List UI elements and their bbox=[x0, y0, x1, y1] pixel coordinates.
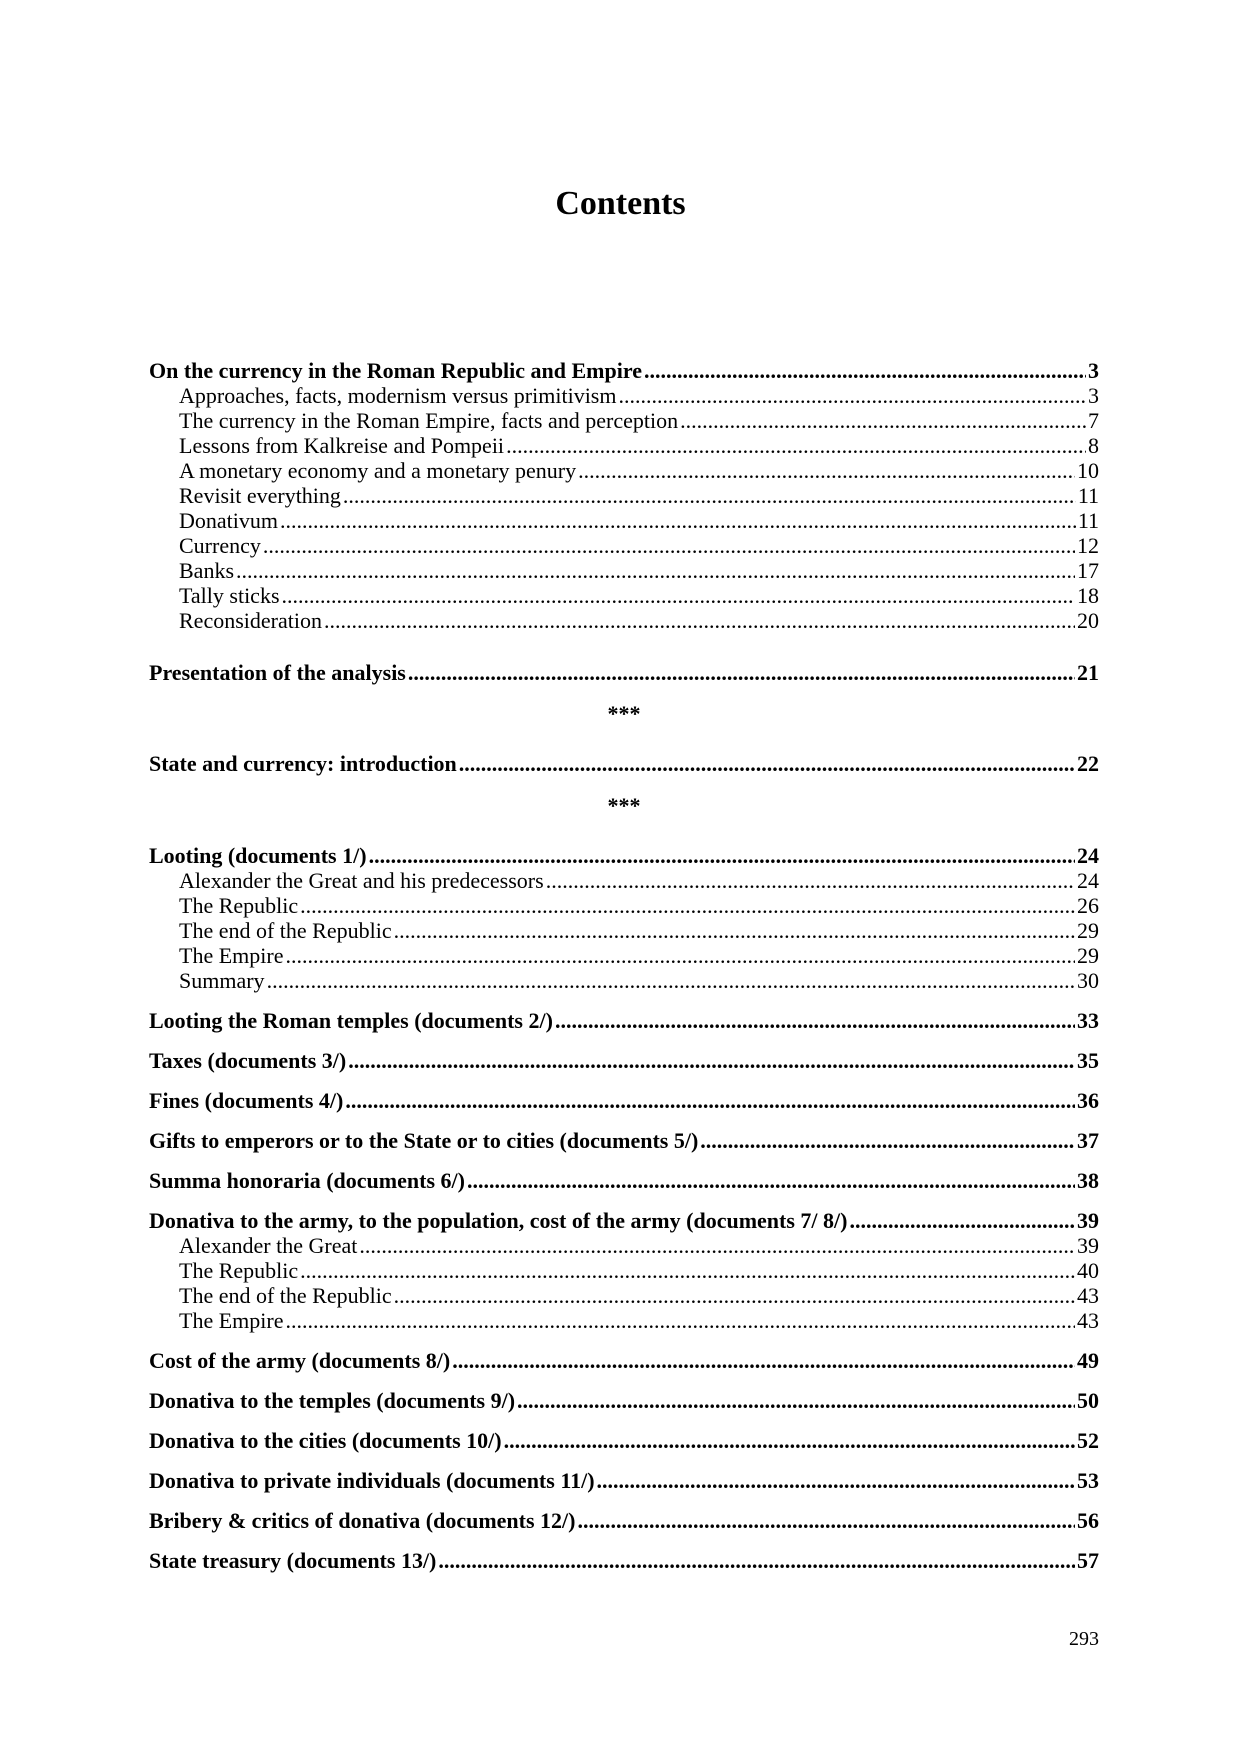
toc-entry-title: Lessons from Kalkreise and Pompeii bbox=[179, 433, 505, 458]
toc-entry-page: 39 bbox=[1077, 1233, 1099, 1258]
toc-section-entry[interactable] bbox=[149, 508, 1099, 533]
toc-entry-title: The end of the Republic bbox=[179, 918, 392, 943]
toc-entry-title: Approaches, facts, modernism versus primitivism bbox=[179, 383, 617, 408]
toc-section-entry[interactable] bbox=[149, 1258, 1099, 1283]
toc-entry-title: Cost of the army (documents 8/) bbox=[149, 1348, 451, 1373]
dot-leader bbox=[285, 943, 1075, 968]
toc-entry-title: Donativa to the army, to the population, cost of the army (documents 7/ 8/) bbox=[149, 1208, 848, 1233]
toc-entry-page: 29 bbox=[1077, 918, 1099, 943]
toc-entry-page: 24 bbox=[1077, 843, 1099, 868]
toc-entry-page: 12 bbox=[1077, 533, 1099, 558]
dot-leader bbox=[597, 1468, 1075, 1493]
toc-section-entry[interactable] bbox=[149, 383, 1099, 408]
toc-entry-page: 39 bbox=[1077, 1208, 1099, 1233]
toc-entry-page: 22 bbox=[1077, 751, 1099, 776]
toc-entry-title: The currency in the Roman Empire, facts and perception bbox=[179, 408, 679, 433]
dot-leader bbox=[467, 1168, 1075, 1193]
dot-leader bbox=[849, 1208, 1075, 1233]
toc-entry-title: The Republic bbox=[179, 1258, 299, 1283]
dot-leader bbox=[280, 508, 1076, 533]
toc-entry-title: Gifts to emperors or to the State or to cities (documents 5/) bbox=[149, 1128, 699, 1153]
toc-entry-page: 35 bbox=[1077, 1048, 1099, 1073]
toc-chapter-entry[interactable] bbox=[149, 1168, 1099, 1193]
dot-leader bbox=[504, 1428, 1075, 1453]
toc-entry-page: 56 bbox=[1077, 1508, 1099, 1533]
toc-section-entry[interactable] bbox=[149, 968, 1099, 993]
dot-leader bbox=[324, 608, 1075, 633]
toc-section-entry[interactable] bbox=[149, 1308, 1099, 1333]
toc-entry-page: 10 bbox=[1077, 458, 1099, 483]
toc-entry-title: Revisit everything bbox=[179, 483, 341, 508]
dot-leader bbox=[578, 458, 1075, 483]
toc-section-entry[interactable] bbox=[149, 893, 1099, 918]
dot-leader bbox=[408, 660, 1075, 685]
dot-leader bbox=[300, 1258, 1075, 1283]
toc-section-entry[interactable] bbox=[149, 408, 1099, 433]
toc-chapter-entry[interactable] bbox=[149, 660, 1099, 685]
dot-leader bbox=[452, 1348, 1075, 1373]
toc-chapter-entry[interactable] bbox=[149, 1208, 1099, 1233]
toc-entry-title: Donativa to the temples (documents 9/) bbox=[149, 1388, 516, 1413]
page-title: Contents bbox=[555, 185, 686, 222]
toc-entry-page: 43 bbox=[1077, 1283, 1099, 1308]
toc-entry-title: Fines (documents 4/) bbox=[149, 1088, 344, 1113]
toc-entry-title: State treasury (documents 13/) bbox=[149, 1548, 437, 1573]
toc-section-entry[interactable] bbox=[149, 943, 1099, 968]
dot-leader bbox=[263, 533, 1075, 558]
toc-entry-page: 26 bbox=[1077, 893, 1099, 918]
toc-entry-title: Looting the Roman temples (documents 2/) bbox=[149, 1008, 553, 1033]
toc-entry-page: 21 bbox=[1077, 660, 1099, 685]
dot-leader bbox=[555, 1008, 1075, 1033]
toc-section-entry[interactable] bbox=[149, 558, 1099, 583]
toc-section-entry[interactable] bbox=[149, 918, 1099, 943]
dot-leader bbox=[618, 383, 1086, 408]
toc-entry-page: 49 bbox=[1077, 1348, 1099, 1373]
dot-leader bbox=[394, 918, 1075, 943]
toc-entry-page: 57 bbox=[1077, 1548, 1099, 1573]
toc-chapter-entry[interactable] bbox=[149, 1508, 1099, 1533]
dot-leader bbox=[546, 868, 1075, 893]
toc-entry-title: Donativum bbox=[179, 508, 278, 533]
toc-entry-title: Banks bbox=[179, 558, 234, 583]
toc-entry-page: 50 bbox=[1077, 1388, 1099, 1413]
dot-leader bbox=[236, 558, 1075, 583]
toc-section-entry[interactable] bbox=[149, 458, 1099, 483]
toc-section-entry[interactable] bbox=[149, 583, 1099, 608]
dot-leader bbox=[700, 1128, 1075, 1153]
toc-entry-page: 8 bbox=[1088, 433, 1099, 458]
dot-leader bbox=[517, 1388, 1075, 1413]
dot-leader bbox=[348, 1048, 1075, 1073]
dot-leader bbox=[644, 358, 1086, 383]
dot-leader bbox=[282, 583, 1075, 608]
dot-leader bbox=[359, 1233, 1075, 1258]
toc-section-entry[interactable] bbox=[149, 1233, 1099, 1258]
toc-entry-page: 29 bbox=[1077, 943, 1099, 968]
dot-leader bbox=[459, 751, 1075, 776]
dot-leader bbox=[267, 968, 1075, 993]
toc-entry-page: 20 bbox=[1077, 608, 1099, 633]
toc-entry-title: The Empire bbox=[179, 1308, 284, 1333]
toc-chapter-entry[interactable] bbox=[149, 1008, 1099, 1033]
dot-leader bbox=[343, 483, 1076, 508]
toc-section-entry[interactable] bbox=[149, 868, 1099, 893]
toc-chapter-entry[interactable] bbox=[149, 1428, 1099, 1453]
dot-leader bbox=[578, 1508, 1076, 1533]
toc-entry-title: Donativa to private individuals (documents 11/) bbox=[149, 1468, 595, 1493]
toc-chapter-entry[interactable] bbox=[149, 1088, 1099, 1113]
section-separator: *** bbox=[607, 701, 641, 726]
toc-chapter-entry[interactable] bbox=[149, 1548, 1099, 1573]
toc-entry-title: Tally sticks bbox=[179, 583, 280, 608]
dot-leader bbox=[369, 843, 1075, 868]
toc-entry-page: 38 bbox=[1077, 1168, 1099, 1193]
page-number: 293 bbox=[1069, 1628, 1099, 1650]
toc-entry-page: 43 bbox=[1077, 1308, 1099, 1333]
toc-entry-page: 11 bbox=[1077, 508, 1099, 533]
toc-entry-page: 33 bbox=[1077, 1008, 1099, 1033]
toc-entry-title: Alexander the Great and his predecessors bbox=[179, 868, 544, 893]
toc-entry-page: 24 bbox=[1077, 868, 1099, 893]
toc-entry-title: Taxes (documents 3/) bbox=[149, 1048, 347, 1073]
toc-section-entry[interactable] bbox=[149, 533, 1099, 558]
section-separator: *** bbox=[607, 793, 641, 818]
toc-entry-page: 3 bbox=[1088, 358, 1099, 383]
toc-entry-page: 52 bbox=[1077, 1428, 1099, 1453]
toc-section-entry[interactable] bbox=[149, 483, 1099, 508]
toc-entry-title: Donativa to the cities (documents 10/) bbox=[149, 1428, 502, 1453]
toc-entry-page: 40 bbox=[1077, 1258, 1099, 1283]
dot-leader bbox=[300, 893, 1075, 918]
toc-entry-title: Reconsideration bbox=[179, 608, 322, 633]
toc-chapter-entry[interactable] bbox=[149, 751, 1099, 776]
toc-entry-title: Summa honoraria (documents 6/) bbox=[149, 1168, 465, 1193]
dot-leader bbox=[438, 1548, 1075, 1573]
toc-entry-page: 11 bbox=[1077, 483, 1099, 508]
toc-entry-page: 18 bbox=[1077, 583, 1099, 608]
toc-entry-page: 7 bbox=[1088, 408, 1099, 433]
table-of-contents bbox=[149, 358, 1099, 1573]
toc-chapter-entry[interactable] bbox=[149, 843, 1099, 868]
toc-entry-title: Currency bbox=[179, 533, 261, 558]
toc-entry-page: 36 bbox=[1077, 1088, 1099, 1113]
toc-entry-page: 37 bbox=[1077, 1128, 1099, 1153]
toc-entry-title: The Empire bbox=[179, 943, 284, 968]
toc-entry-title: On the currency in the Roman Republic and Empire bbox=[149, 358, 642, 383]
toc-section-entry[interactable] bbox=[149, 1283, 1099, 1308]
toc-chapter-entry[interactable] bbox=[149, 1128, 1099, 1153]
toc-chapter-entry[interactable] bbox=[149, 1388, 1099, 1413]
toc-entry-title: A monetary economy and a monetary penury bbox=[179, 458, 577, 483]
toc-entry-title: The Republic bbox=[179, 893, 299, 918]
toc-chapter-entry[interactable] bbox=[149, 358, 1099, 383]
toc-chapter-entry[interactable] bbox=[149, 1348, 1099, 1373]
toc-entry-title: Presentation of the analysis bbox=[149, 660, 406, 685]
toc-entry-page: 17 bbox=[1077, 558, 1099, 583]
toc-section-entry[interactable] bbox=[149, 608, 1099, 633]
toc-entry-title: The end of the Republic bbox=[179, 1283, 392, 1308]
toc-entry-page: 3 bbox=[1088, 383, 1099, 408]
dot-leader bbox=[345, 1088, 1075, 1113]
dot-leader bbox=[285, 1308, 1075, 1333]
dot-leader bbox=[680, 408, 1086, 433]
toc-entry-title: Bribery & critics of donativa (documents 12/) bbox=[149, 1508, 576, 1533]
toc-entry-title: State and currency: introduction bbox=[149, 751, 457, 776]
toc-entry-title: Summary bbox=[179, 968, 265, 993]
toc-entry-title: Alexander the Great bbox=[179, 1233, 358, 1258]
toc-chapter-entry[interactable] bbox=[149, 1468, 1099, 1493]
dot-leader bbox=[506, 433, 1086, 458]
toc-chapter-entry[interactable] bbox=[149, 1048, 1099, 1073]
dot-leader bbox=[394, 1283, 1075, 1308]
toc-entry-page: 30 bbox=[1077, 968, 1099, 993]
toc-entry-title: Looting (documents 1/) bbox=[149, 843, 367, 868]
toc-entry-page: 53 bbox=[1077, 1468, 1099, 1493]
toc-section-entry[interactable] bbox=[149, 433, 1099, 458]
